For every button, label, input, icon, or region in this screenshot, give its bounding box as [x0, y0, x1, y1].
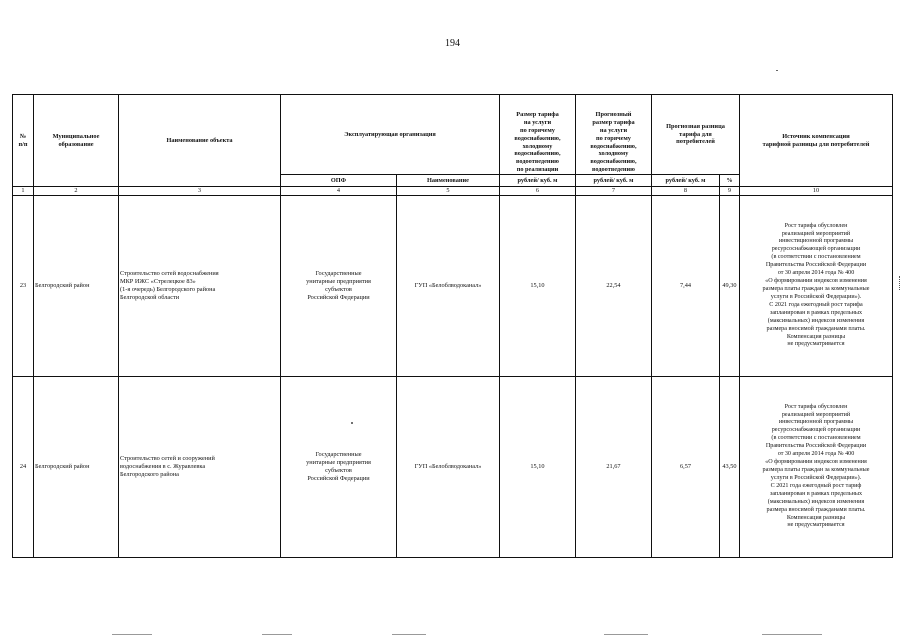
row-diff-rub: 6,57 — [652, 377, 720, 558]
row-source: Рост тарифа обусловлен реализацией мероприятий инвестиционной программы ресурсоснабжающей организации (в соответствии с постановлением Правительства Российской Федерации от 30 апреля 2014 года № 400 «О формировании индексов изменения размера платы граждан за коммунальные услуги в Российской Федерации»). С 2021 года ежегодный рост тарифа запланирован в рамках предельных (максимальных) индексов изменения размера вносимой гражданами платы. Компенсация разницы не предусматривается — [740, 196, 893, 377]
header-row — [13, 95, 893, 175]
header-operator: Эксплуатирующая организация — [281, 95, 500, 175]
row-tariff: 15,10 — [500, 377, 576, 558]
header-source: Источник компенсации тарифной разницы для потребителей — [740, 95, 893, 187]
row-operator-name: ГУП «Белоблводоканал» — [397, 196, 500, 377]
column-number: 5 — [397, 187, 500, 196]
bottom-rule — [262, 634, 292, 635]
scan-dot — [351, 422, 353, 424]
row-object: Строительство сетей и сооружений водоснабжения в с. Журавлевка Белгородского района — [119, 377, 281, 558]
bottom-rule — [392, 634, 426, 635]
tariff-table — [12, 94, 893, 558]
scan-speck — [776, 70, 778, 71]
header-object: Наименование объекта — [119, 95, 281, 187]
header-municipality: Муниципальное образование — [34, 95, 119, 187]
row-diff-pct: 43,50 — [720, 377, 740, 558]
row-municipality: Белгородский район — [34, 196, 119, 377]
header-tariff: Размер тарифа на услуги по горячему водоснабжению, холодному водоснабжению, водоотведению по реализации — [500, 95, 576, 175]
table-row — [13, 377, 893, 558]
row-forecast: 21,67 — [576, 377, 652, 558]
page-number: 194 — [445, 38, 460, 49]
subheader-unit-diff: рублей/ куб. м — [652, 175, 720, 187]
row-diff-pct: 49,30 — [720, 196, 740, 377]
bottom-rule — [762, 634, 822, 635]
bottom-rule — [604, 634, 648, 635]
column-number-row — [13, 187, 893, 196]
subheader-opf: ОПФ — [281, 175, 397, 187]
subheader-unit-forecast: рублей/ куб. м — [576, 175, 652, 187]
header-forecast: Прогнозный размер тарифа на услуги по горячему водоснабжению, холодному водоснабжению, водоотведению — [576, 95, 652, 175]
row-opf: Государственные унитарные предприятия субъектов Российской Федерации — [281, 196, 397, 377]
subheader-unit-tariff: рублей/ куб. м — [500, 175, 576, 187]
row-forecast: 22,54 — [576, 196, 652, 377]
column-number: 10 — [740, 187, 893, 196]
subheader-percent: % — [720, 175, 740, 187]
row-operator-name: ГУП «Белоблводоканал» — [397, 377, 500, 558]
row-tariff: 15,10 — [500, 196, 576, 377]
bottom-rule — [112, 634, 152, 635]
edge-marks — [899, 276, 903, 290]
row-diff-rub: 7,44 — [652, 196, 720, 377]
header-num: № п/п — [13, 95, 34, 187]
column-number: 2 — [34, 187, 119, 196]
column-number: 3 — [119, 187, 281, 196]
column-number: 9 — [720, 187, 740, 196]
column-number: 1 — [13, 187, 34, 196]
column-number: 7 — [576, 187, 652, 196]
column-number: 6 — [500, 187, 576, 196]
row-municipality: Белгородский район — [34, 377, 119, 558]
column-number: 4 — [281, 187, 397, 196]
row-num: 24 — [13, 377, 34, 558]
row-num: 23 — [13, 196, 34, 377]
row-opf: Государственные унитарные предприятия субъектов Российской Федерации — [281, 377, 397, 558]
subheader-name: Наименование — [397, 175, 500, 187]
table-row — [13, 196, 893, 377]
row-object: Строительство сетей водоснабжения МКР ИЖС «Стрелецкое 83» (1-я очередь) Белгородского района Белгородской области — [119, 196, 281, 377]
row-source: Рост тарифа обусловлен реализацией мероприятий инвестиционной программы ресурсоснабжающей организации (в соответствии с постановлением Правительства Российской Федерации от 30 апреля 2014 года № 400 «О формировании индексов изменения размера платы граждан за коммунальные услуги в Российской Федерации»). С 2021 года ежегодный рост тариф запланирован в рамках предельных (максимальных) индексов изменения размера вносимой гражданами платы. Компенсация разницы не предусматривается — [740, 377, 893, 558]
header-diff: Прогнозная разница тарифа для потребителей — [652, 95, 740, 175]
column-number: 8 — [652, 187, 720, 196]
